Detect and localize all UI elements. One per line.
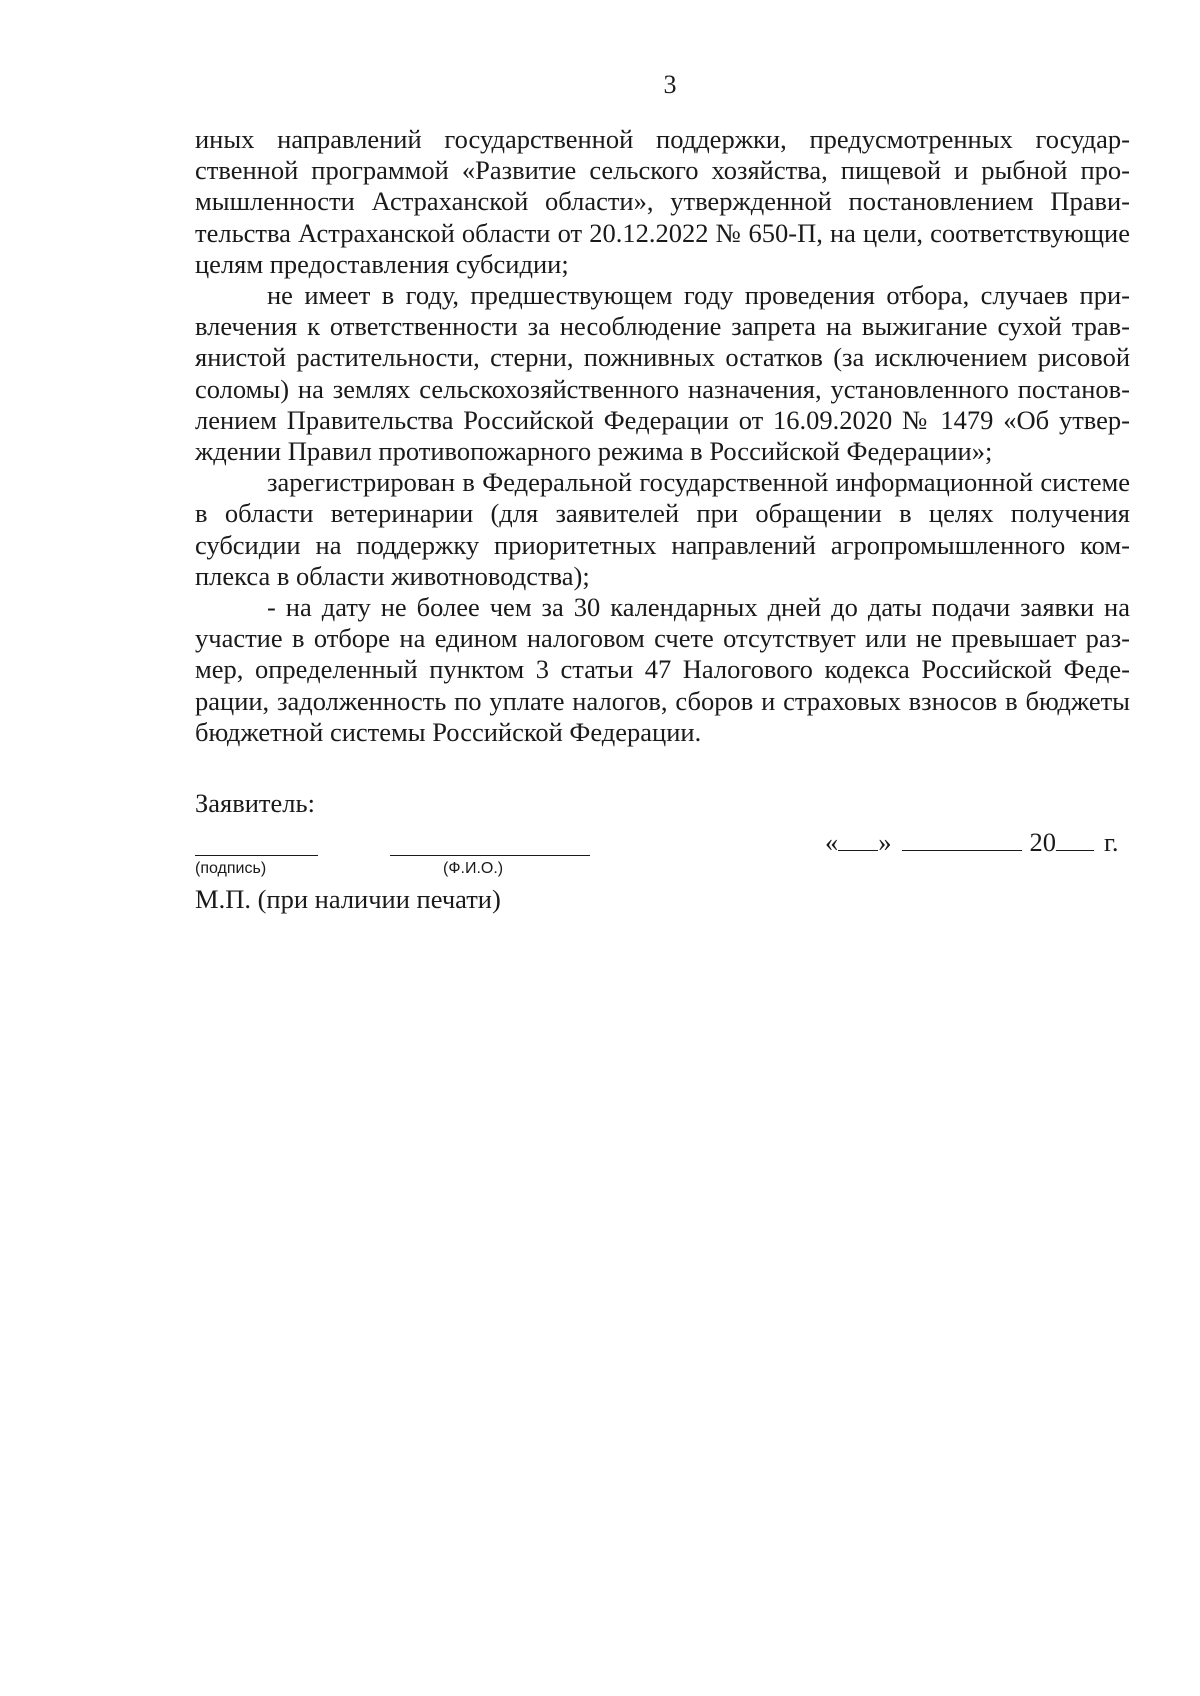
paragraph-4: - на дату не более чем за 30 календарных дней до даты подачи заявки на участие в отборе на едином налоговом счете отсутствует или не превышает размер, определенный пунктом 3 статьи 47 Налогового кодекса Российской Федерации, задолженность по уплате налогов, сборов и страховых взносов в бюджеты бюджетной системы Российской Федерации. — [195, 592, 1130, 747]
page-number: 3 — [663, 70, 677, 99]
paragraph-3: зарегистрирован в Федеральной государственной информационной системе в области ветеринарии (для заявителей при обращении в целях получения субсидии на поддержку приоритетных направлений агропромышленного комплекса в области животноводства); — [195, 467, 1130, 591]
date-field — [825, 826, 1119, 858]
month-blank — [902, 826, 1022, 851]
fio-caption: (Ф.И.О.) — [443, 860, 504, 877]
date-open-quote: « — [825, 827, 839, 857]
day-blank — [838, 826, 878, 851]
year-suffix: г. — [1104, 827, 1119, 857]
signature-line — [195, 855, 318, 856]
paragraph-1: иных направлений государственной поддержки, предусмотренных государственной программой «Развитие сельского хозяйства, пищевой и рыбной промышленности Астраханской области», утвержденной постановлением Правительства Астраханской области от 20.12.2022 № 650-П, на цели, соответствующие целям предоставления субсидии; — [195, 124, 1130, 279]
year-prefix: 20 — [1029, 827, 1056, 857]
year-blank — [1056, 826, 1094, 851]
signature-caption: (подпись) — [195, 860, 267, 877]
fio-line — [390, 855, 590, 856]
stamp-note: М.П. (при наличии печати) — [195, 884, 501, 914]
paragraph-2: не имеет в году, предшествующем году проведения отбора, случаев привлечения к ответственности за несоблюдение запрета на выжигание сухой травянистой растительности, стерни, пожнивных остатков (за исключением рисовой соломы) на землях сельскохозяйственного назначения, установленного постановлением Правительства Российской Федерации от 16.09.2020 № 1479 «Об утверждении Правил противопожарного режима в Российской Федерации»; — [195, 280, 1130, 467]
document-body — [195, 124, 1130, 748]
date-close-quote: » — [878, 827, 892, 857]
applicant-label: Заявитель: — [195, 788, 315, 818]
